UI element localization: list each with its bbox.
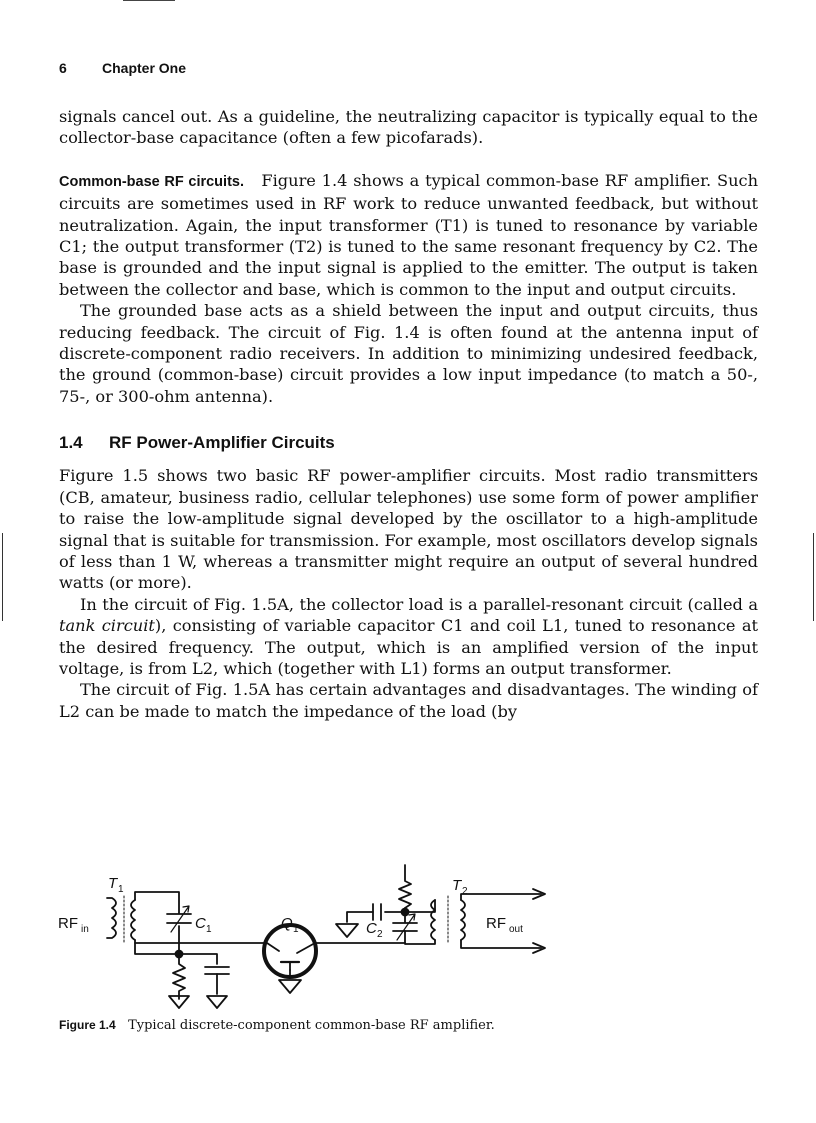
paragraph-5-emphasis: tank circuit bbox=[59, 616, 155, 636]
paragraph-5-pre: In the circuit of Fig. 1.5A, the collector load is a parallel-resonant circuit (called a bbox=[80, 594, 758, 614]
label-c1-sub: 1 bbox=[206, 924, 212, 935]
coupling-ground-symbol bbox=[336, 924, 358, 937]
caption-label: Figure 1.4 bbox=[59, 1018, 116, 1032]
emitter-resistor bbox=[173, 954, 185, 999]
bypass-wire bbox=[179, 954, 217, 964]
paragraph-4: Figure 1.5 shows two basic RF power-amplifier circuits. Most radio transmitters (CB, amateur, business radio, cellular telephones) use some form of power amplifier to raise the low-amplitude signal developed by the oscillator to a high-amplitude signal that is suitable for transmission. For example, most oscillators develop signals of less than 1 W, whereas a transmitter might require an output of several hundred watts (or more). bbox=[59, 466, 758, 593]
page-number: 6 bbox=[59, 60, 67, 76]
paragraph-5-post: ), consisting of variable capacitor C1 and coil L1, tuned to resonance at the desired frequency. The output, which is an amplified version of the input voltage, is from L2, which (together with L1) forms an output transformer. bbox=[59, 616, 758, 678]
paragraph-2 bbox=[59, 170, 758, 300]
right-margin-mark bbox=[813, 533, 814, 621]
figure-caption bbox=[59, 1017, 552, 1034]
bypass-ground-symbol bbox=[207, 996, 227, 1008]
label-t1: T bbox=[108, 875, 118, 892]
left-margin-mark bbox=[2, 533, 3, 621]
chapter-title: Chapter One bbox=[102, 60, 187, 76]
label-c2: C bbox=[366, 920, 377, 937]
label-rf-in: RF bbox=[58, 915, 78, 932]
q1-emitter-lead bbox=[267, 943, 279, 951]
t2-secondary-coil bbox=[461, 900, 465, 940]
paragraph-5 bbox=[59, 594, 758, 680]
figure-1-4 bbox=[55, 848, 575, 1018]
label-rf-out-sub: out bbox=[509, 924, 523, 935]
label-rf-out: RF bbox=[486, 915, 506, 932]
supply-resistor bbox=[399, 865, 411, 908]
label-c1: C bbox=[195, 915, 206, 932]
c2-variable-arrow bbox=[397, 914, 415, 940]
section-number: 1.4 bbox=[59, 433, 83, 453]
label-t1-sub: 1 bbox=[118, 884, 124, 895]
output-wire-top bbox=[461, 894, 541, 900]
t1-primary-coil bbox=[107, 898, 116, 938]
caption-text: Typical discrete-component common-base RF amplifier. bbox=[128, 1018, 495, 1033]
label-q1-sub: 1 bbox=[293, 924, 299, 935]
paragraph-1: signals cancel out. As a guideline, the neutralizing capacitor is typically equal to the collector-base capacitance (often a few picofarads). bbox=[59, 107, 758, 148]
section-heading bbox=[59, 431, 758, 455]
t1-secondary-coil bbox=[131, 900, 135, 940]
circuit-diagram bbox=[55, 848, 575, 1018]
paragraph-3: The grounded base acts as a shield between the input and output circuits, thus reducing feedback. The circuit of Fig. 1.4 is often found at the antenna input of discrete-component radio receivers. In addition to minimizing undesired feedback, the ground (common-base) circuit provides a low input impedance (to match a 50-, 75-, or 300-ohm antenna). bbox=[59, 301, 758, 406]
output-wire-bottom bbox=[461, 940, 541, 948]
paragraph-run-in-heading: Common-base RF circuits. bbox=[59, 173, 244, 190]
top-rule bbox=[123, 0, 175, 1]
t2-bottom-wire bbox=[405, 940, 435, 944]
c1-variable-arrow bbox=[171, 906, 189, 932]
label-t2: T bbox=[452, 877, 462, 894]
paragraph-6: The circuit of Fig. 1.5A has certain advantages and disadvantages. The winding of L2 can be made to match the impedance of the load (by bbox=[59, 680, 758, 721]
label-rf-in-sub: in bbox=[81, 924, 89, 935]
running-header bbox=[59, 60, 186, 76]
page-body bbox=[59, 106, 758, 722]
label-t2-sub: 2 bbox=[462, 886, 468, 897]
paragraph-2-text: Figure 1.4 shows a typical common-base RF amplifier. Such circuits are sometimes used in RF work to reduce unwanted feedback, but without neutralization. Again, the input transformer (T1) is tuned to resonance by variable C1; the output transformer (T2) is tuned to the same resonant frequency by C2. The base is grounded and the input signal is applied to the emitter. The output is taken between the collector and base, which is common to the input and output circuits. bbox=[59, 170, 759, 299]
label-q1: Q bbox=[281, 915, 293, 932]
section-title: RF Power-Amplifier Circuits bbox=[109, 433, 335, 453]
label-c2-sub: 2 bbox=[377, 929, 383, 940]
q1-collector-lead bbox=[297, 943, 315, 953]
q1-ground-symbol bbox=[279, 980, 301, 993]
input-tank-wire bbox=[135, 892, 179, 913]
